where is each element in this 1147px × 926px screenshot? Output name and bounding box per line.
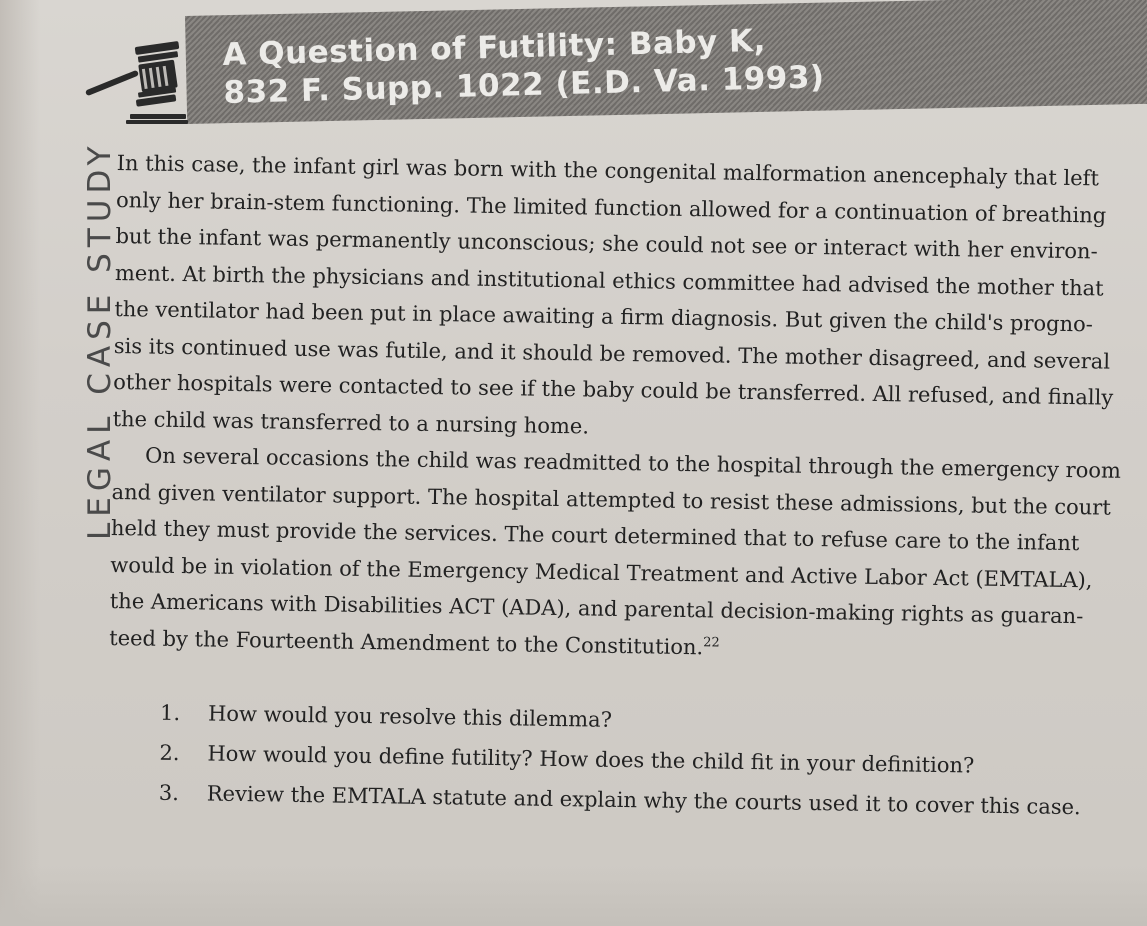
- page-shadow-bottom: [0, 866, 1147, 926]
- legal-case-study-label: LEGAL CASE STUDY: [82, 140, 118, 540]
- question-text: How would you resolve this dilemma?: [207, 701, 613, 732]
- text-line: In this case, the infant girl was born with the congenital malformation anencephaly that left: [116, 150, 1100, 191]
- question-text: How would you define futility? How does the child fit in your definition?: [207, 741, 975, 778]
- paragraph-2: [109, 437, 1142, 672]
- case-body: [107, 145, 1147, 828]
- text-line: ment. At birth the physicians and institutional ethics committee had advised the mother that: [114, 260, 1104, 301]
- text-line: but the infant was permanently unconscious; she could not see or interact with her environ-: [115, 223, 1098, 264]
- page-shadow-left: [0, 0, 40, 926]
- text-line: would be in violation of the Emergency Medical Treatment and Active Labor Act (EMTALA),: [110, 552, 1093, 592]
- text-line: the ventilator had been put in place awaiting a firm diagnosis. But given the child's progno-: [114, 296, 1094, 337]
- text-line: other hospitals were contacted to see if the baby could be transferred. All refused, and finally: [113, 369, 1114, 410]
- text-line: the child was transferred to a nursing home.: [112, 406, 590, 438]
- text-line: teed by the Fourteenth Amendment to the Constitution.: [109, 625, 704, 659]
- text-line: the Americans with Disabilities ACT (ADA), and parental decision-making rights as guaran-: [109, 588, 1084, 629]
- question-text: Review the EMTALA statute and explain why the courts used it to cover this case.: [206, 781, 1081, 820]
- question-number: 1.: [159, 700, 181, 726]
- gavel-icon: [80, 40, 190, 125]
- case-title: [222, 20, 825, 112]
- text-line: sis its continued use was futile, and it should be removed. The mother disagreed, and several: [113, 333, 1111, 374]
- text-line: On several occasions the child was readmitted to the hospital through the emergency room: [144, 443, 1122, 483]
- paragraph-1: [112, 145, 1146, 453]
- text-line: and given ventilator support. The hospital attempted to resist these admissions, but the court: [111, 479, 1111, 520]
- question-number: 3.: [158, 780, 180, 806]
- text-line: held they must provide the services. The court determined that to refuse care to the infant: [110, 515, 1080, 556]
- footnote-ref: 22: [703, 634, 720, 651]
- case-title-line2: 832 F. Supp. 1022 (E.D. Va. 1993): [223, 59, 826, 111]
- text-line: only her brain-stem functioning. The limited function allowed for a continuation of breathing: [115, 187, 1107, 228]
- discussion-questions: [107, 692, 1139, 828]
- question-number: 2.: [159, 740, 180, 766]
- case-title-line1: A Question of Futility: Baby K,: [222, 22, 767, 73]
